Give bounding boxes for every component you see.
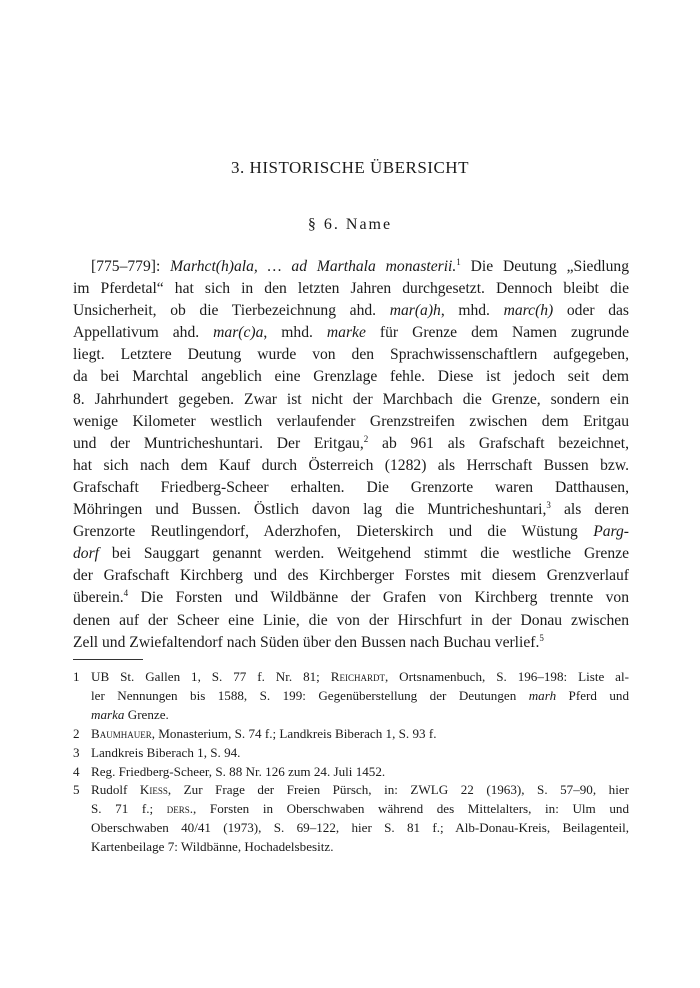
footnote-number: 5 (73, 782, 80, 798)
author-name: Kiess (139, 782, 168, 798)
body-line: Zell und Zwiefaltendorf nach Süden über den Bussen nach Buchau verlief.$^5$ (73, 632, 544, 651)
footnote-number: 2 (73, 725, 80, 741)
italic-term: marh (528, 687, 557, 703)
italic-term: dorf (73, 545, 99, 563)
italic-term: marka (91, 706, 125, 722)
footnote-line: Rudolf Kiess, Zur Frage der Freien Pürsch, in: ZWLG 22 (1963), S. 57–90, hier (91, 782, 630, 798)
footnote-ref: 2 (363, 433, 369, 444)
footnote-ref: 5 (539, 632, 544, 643)
body-line: überein.$^4$ Die Forsten und Wildbänne der Grafen von Kirchberg trennte von (73, 588, 629, 607)
footnote-ref: 1 (456, 256, 461, 267)
author-name: ders. (166, 801, 194, 817)
author-name: Reichardt (330, 669, 385, 684)
footnote-line: Landkreis Biberach 1, S. 94. (91, 744, 241, 760)
footnote (73, 744, 629, 763)
footnotes (73, 668, 629, 857)
body-line: 8. Jahrhundert gegeben. Zwar ist nicht der Marchbach die Grenze, sondern ein (73, 390, 629, 408)
footnote-line: Baumhauer, Monasterium, S. 74 f.; Landkreis Biberach 1, S. 93 f. (91, 725, 437, 741)
footnote-divider (73, 659, 143, 660)
footnote (73, 725, 629, 744)
footnote-number: 3 (73, 744, 80, 760)
body-line: Grafschaft Friedberg-Scheer erhalten. Die Grenzorte waren Datthausen, (73, 478, 629, 496)
body-line: Appellativum ahd. mar(c)a, mhd. marke für Grenze dem Namen zugrunde (73, 324, 629, 342)
footnote-line: Oberschwaben 40/41 (1973), S. 69–122, hier S. 81 f.; Alb-Donau-Kreis, Beilagenteil, (91, 820, 629, 836)
body-line: Grenzorte Reutlingendorf, Aderzhofen, Dieterskirch und die Wüstung Parg- (73, 523, 629, 541)
author-name: Baumhauer (91, 725, 152, 741)
italic-term: Parg- (593, 523, 629, 541)
footnote-ref: 4 (123, 588, 129, 599)
body-line: Unsicherheit, ob die Tierbezeichnung ahd. mar(a)h, mhd. marc(h) oder das (73, 302, 629, 320)
italic-term: mar(c)a (213, 324, 264, 342)
footnote-number: 4 (73, 763, 80, 779)
body-line: denen auf der Scheer eine Linie, die von der Hirschfurt in der Donau zwischen (73, 611, 629, 629)
footnote-number: 1 (73, 669, 80, 684)
footnote-line: S. 71 f.; ders., Forsten in Oberschwaben während des Mittelalters, in: Ulm und (91, 801, 629, 817)
body-line: Möhringen und Bussen. Östlich davon lag die Muntricheshuntari,$^3$ als deren (73, 499, 629, 519)
body-line: dorf bei Sauggart genannt werden. Weitgehend stimmt die westliche Grenze (73, 545, 629, 563)
body-line: der Grafschaft Kirchberg und des Kirchberger Forstes mit diesem Grenzverlauf (73, 567, 629, 585)
body-line: liegt. Letztere Deutung wurde von den Sprachwissenschaftlern aufgegeben, (73, 346, 629, 364)
footnote-ref: 3 (546, 499, 551, 510)
chapter-title: 3. HISTORISCHE ÜBERSICHT (231, 158, 469, 177)
section-title: § 6. Name (307, 216, 393, 233)
footnote (73, 763, 629, 782)
footnote-line: Reg. Friedberg-Scheer, S. 88 Nr. 126 zum 24. Juli 1452. (91, 763, 386, 779)
footnote-line: Kartenbeilage 7: Wildbänne, Hochadelsbesitz. (91, 839, 334, 855)
body-text (73, 256, 629, 654)
footnote (73, 781, 629, 857)
body-line: [775–779]: Marhct(h)ala, … ad Marthala monasterii.$^1$ Die Deutung „Siedlung (91, 256, 629, 275)
body-line: und der Muntricheshuntari. Der Eritgau,$^2$ ab 961 als Grafschaft bezeichnet, (73, 433, 629, 452)
body-line: da bei Marchtal angeblich eine Grenzlage fehle. Diese ist jedoch seit dem (73, 368, 629, 386)
footnote (73, 668, 629, 725)
body-line: hat sich nach dem Kauf durch Österreich (1282) als Herrschaft Bussen bzw. (73, 456, 629, 474)
footnote-line: UB St. Gallen 1, S. 77 f. Nr. 81; Reichardt, Ortsnamenbuch, S. 196–198: Liste al- (91, 669, 629, 684)
italic-term: marc(h) (503, 302, 554, 320)
body-line: im Pferdetal“ hat sich in den letzten Jahren durchgesetzt. Dennoch bleibt die (73, 280, 629, 298)
italic-term: mar(a)h (389, 302, 441, 320)
footnote-line: marka Grenze. (91, 706, 169, 722)
italic-term: Marhct(h)ala, … ad Marthala monasterii. (170, 258, 457, 275)
footnote-line: ler Nennungen bis 1588, S. 199: Gegenüberstellung der Deutungen marh Pferd und (91, 687, 629, 703)
body-line: wenige Kilometer westlich verlaufender Grenzstreifen zwischen dem Eritgau (73, 412, 629, 430)
italic-term: marke (326, 324, 366, 342)
